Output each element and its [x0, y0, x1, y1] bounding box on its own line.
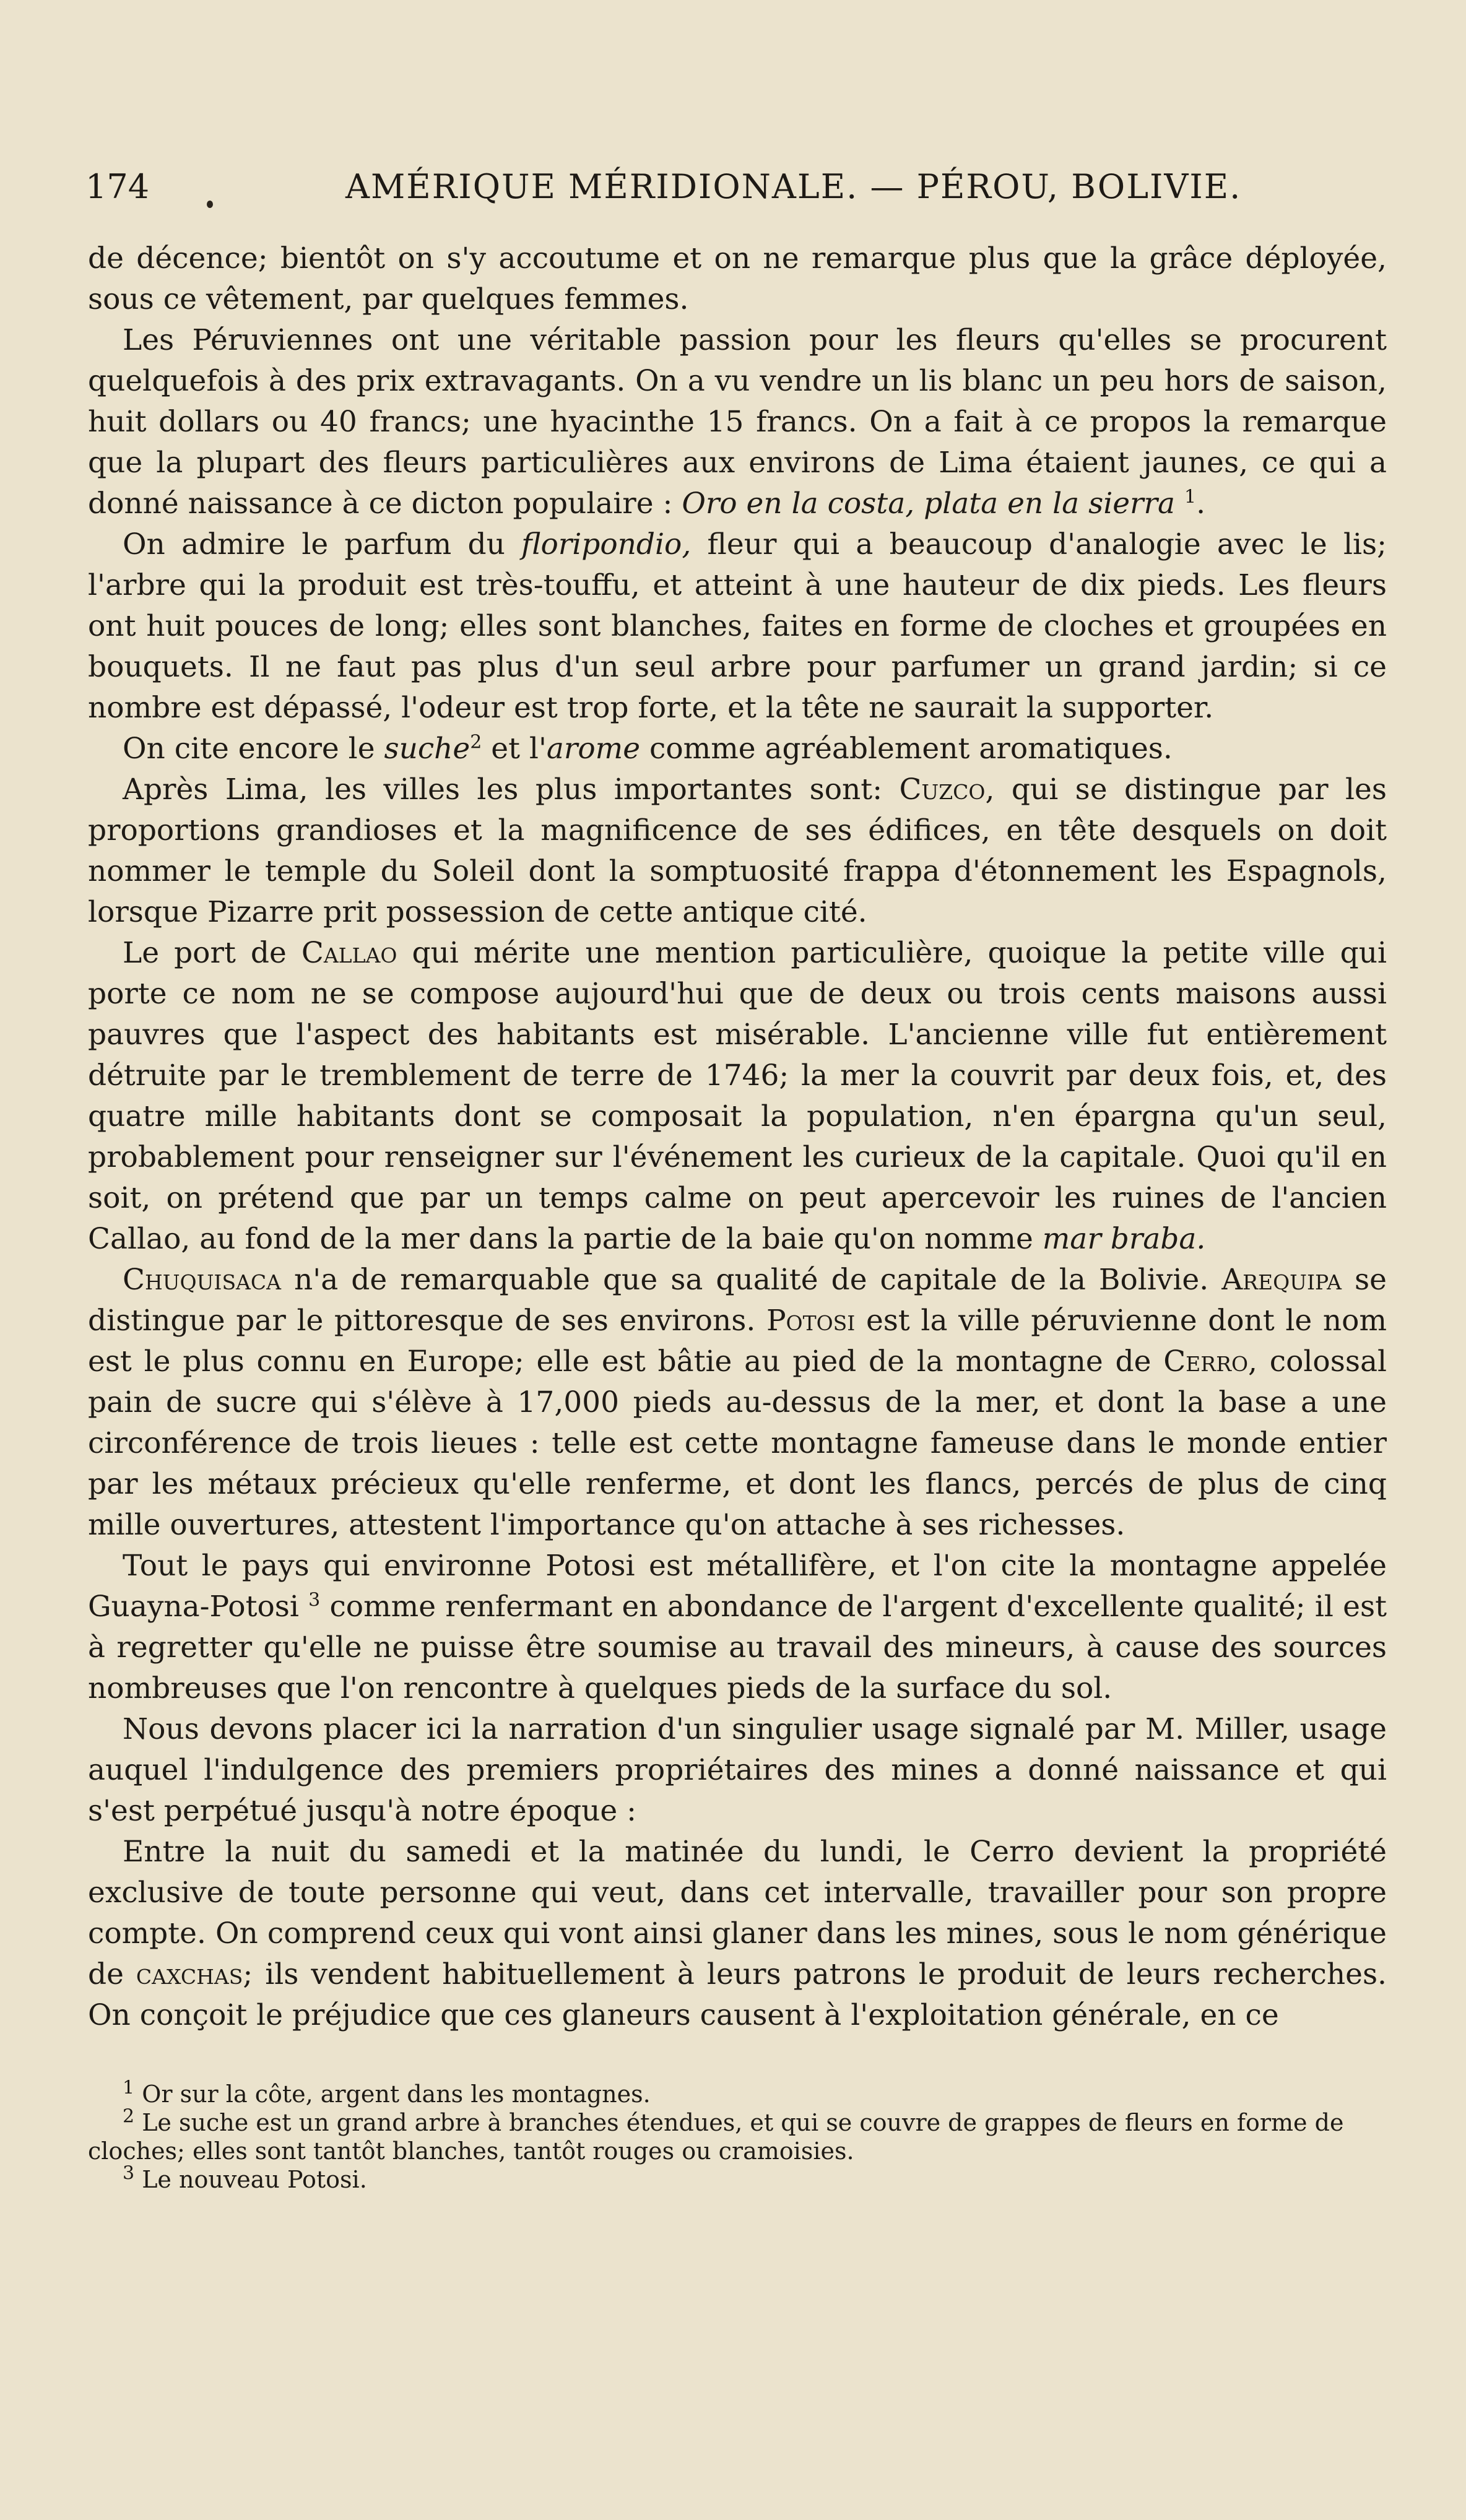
place-name: Chuquisaca: [123, 1263, 281, 1297]
text-run: On admire le parfum du: [123, 527, 522, 561]
text-run: se distingue par le pittoresque de ses environs.: [88, 1263, 1387, 1338]
text-run: , colossal pain de sucre qui s'élève à 17,000 pieds au-dessus de la mer, et dont la base a une circonférence de trois lieues : telle est cette montagne fameuse dans le monde entier par les métaux précieux qu'elle renferme, et dont les flancs, percés de plus de cinq mille ouvertures, attestent l'importance qu'on attache à ses richesses.: [88, 1344, 1387, 1542]
text-run: et l': [482, 732, 547, 766]
italic-term: mar braba.: [1042, 1222, 1206, 1256]
text-run: est la ville péruvienne dont le nom est le plus connu en Europe; elle est bâtie au pied de la montagne de: [88, 1304, 1387, 1379]
footnote: [88, 2077, 1387, 2108]
ink-dot: [207, 201, 213, 208]
footnote-ref: 1: [1184, 486, 1197, 508]
text-run: Le port de: [123, 936, 301, 970]
place-name: Callao: [301, 936, 397, 970]
page-header: [85, 167, 1386, 217]
body-text: [88, 238, 1387, 2036]
text-run: Tout le pays qui environne Potosi est métallifère, et l'on cite la montagne appelée Guayna-Potosi: [88, 1549, 1387, 1624]
italic-quote: Oro en la costa, plata en la sierra: [682, 487, 1176, 521]
italic-term: arome: [546, 732, 641, 766]
text-run: Les Péruviennes ont une véritable passion pour les fleurs qu'elles se procurent quelquefois à des prix extravagants. On a vu vendre un lis blanc un peu hors de saison, huit dollars ou 40 francs; une hyacinthe 15 francs. On a fait à ce propos la remarque que la plupart des fleurs particulières aux environs de Lima étaient jaunes, ce qui a donné naissance à ce dicton populaire :: [88, 323, 1387, 521]
footnote-text: Or sur la côte, argent dans les montagnes.: [142, 2081, 651, 2108]
paragraph: [88, 238, 1387, 320]
text-run: Entre la nuit du samedi et la matinée du lundi, le Cerro devient la propriété exclusive de toute personne qui veut, dans cet intervalle, travailler pour son propre compte. On comprend ceux qui vont ainsi glaner dans les mines, sous le nom générique de: [88, 1835, 1387, 1991]
paragraph: [88, 1546, 1387, 1709]
text-run: .: [1196, 487, 1206, 521]
text-run: comme agréablement aromatiques.: [640, 732, 1173, 766]
text-run: , qui se distingue par les proportions grandioses et la magnificence de ses édifices, en tête desquels on doit nommer le temple du Soleil dont la somptuosité frappa d'étonnement les Espagnols, lorsque Pizarre prit possession de cette antique cité.: [88, 773, 1387, 929]
text-run: de décence; bientôt on s'y accoutume et on ne remarque plus que la grâce déployée, sous ce vêtement, par quelques femmes.: [88, 241, 1387, 316]
page-number: 174: [85, 167, 150, 206]
text-run: Après Lima, les villes les plus importantes sont:: [123, 773, 900, 807]
footnote-mark: 2: [123, 2105, 135, 2128]
running-title: AMÉRIQUE MÉRIDIONALE. — PÉROU, BOLIVIE.: [345, 167, 1242, 206]
paragraph: [88, 1832, 1387, 2036]
place-name: Potosi: [766, 1304, 856, 1338]
place-name: Cuzco: [899, 773, 986, 807]
italic-term: floripondio,: [521, 527, 692, 561]
paragraph: [88, 524, 1387, 729]
paragraph: [88, 769, 1387, 933]
paragraph: [88, 1709, 1387, 1832]
place-name: Arequipa: [1221, 1263, 1342, 1297]
footnote-mark: 3: [123, 2162, 135, 2184]
paragraph: [88, 729, 1387, 769]
footnote: [88, 2162, 1387, 2194]
text-run: Nous devons placer ici la narration d'un singulier usage signalé par M. Miller, usage auquel l'indulgence des premiers propriétaires des mines a donné naissance et qui s'est perpétué jusqu'à notre époque :: [88, 1712, 1387, 1828]
text-run: On cite encore le: [123, 732, 384, 766]
footnote-text: Le suche est un grand arbre à branches étendues, et qui se couvre de grappes de fleurs en forme de cloches; elles sont tantôt blanches, tantôt rouges ou cramoisies.: [88, 2109, 1344, 2165]
footnote-ref: 3: [308, 1589, 321, 1611]
footnotes: [88, 2077, 1387, 2194]
paragraph: [88, 933, 1387, 1260]
footnote-mark: 1: [123, 2077, 135, 2099]
footnote-text: Le nouveau Potosi.: [142, 2166, 367, 2193]
text-run: fleur qui a beaucoup d'analogie avec le lis; l'arbre qui la produit est très-touffu, et atteint à une hauteur de dix pieds. Les fleurs ont huit pouces de long; elles sont blanches, faites en forme de cloches et groupées en bouquets. Il ne faut pas plus d'un seul arbre pour parfumer un grand jardin; si ce nombre est dépassé, l'odeur est trop forte, et la tête ne saurait la supporter.: [88, 527, 1387, 725]
footnote: [88, 2105, 1387, 2165]
paragraph: [88, 320, 1387, 524]
term: caxchas: [136, 1957, 243, 1991]
text-run: n'a de remarquable que sa qualité de capitale de la Bolivie.: [280, 1263, 1222, 1297]
paragraph: [88, 1260, 1387, 1546]
place-name: Cerro: [1163, 1344, 1249, 1379]
text-run: qui mérite une mention particulière, quoique la petite ville qui porte ce nom ne se compose aujourd'hui que de deux ou trois cents maisons aussi pauvres que l'aspect des habitants est misérable. L'ancienne ville fut entièrement détruite par le tremblement de terre de 1746; la mer la couvrit par deux fois, et, des quatre mille habitants dont se composait la population, n'en épargna qu'un seul, probablement pour renseigner sur l'événement les curieux de la capitale. Quoi qu'il en soit, on prétend que par un temps calme on peut apercevoir les ruines de l'ancien Callao, au fond de la mer dans la partie de la baie qu'on nomme: [88, 936, 1387, 1256]
italic-term: suche: [384, 732, 471, 766]
footnote-ref: 2: [470, 731, 482, 753]
text-run: ; ils vendent habituellement à leurs patrons le produit de leurs recherches. On conçoit le préjudice que ces glaneurs causent à l'exploitation générale, en ce: [88, 1957, 1387, 2032]
text-run: comme renfermant en abondance de l'argent d'excellente qualité; il est à regretter qu'elle ne puisse être soumise au travail des mineurs, à cause des sources nombreuses que l'on rencontre à quelques pieds de la surface du sol.: [88, 1590, 1387, 1705]
